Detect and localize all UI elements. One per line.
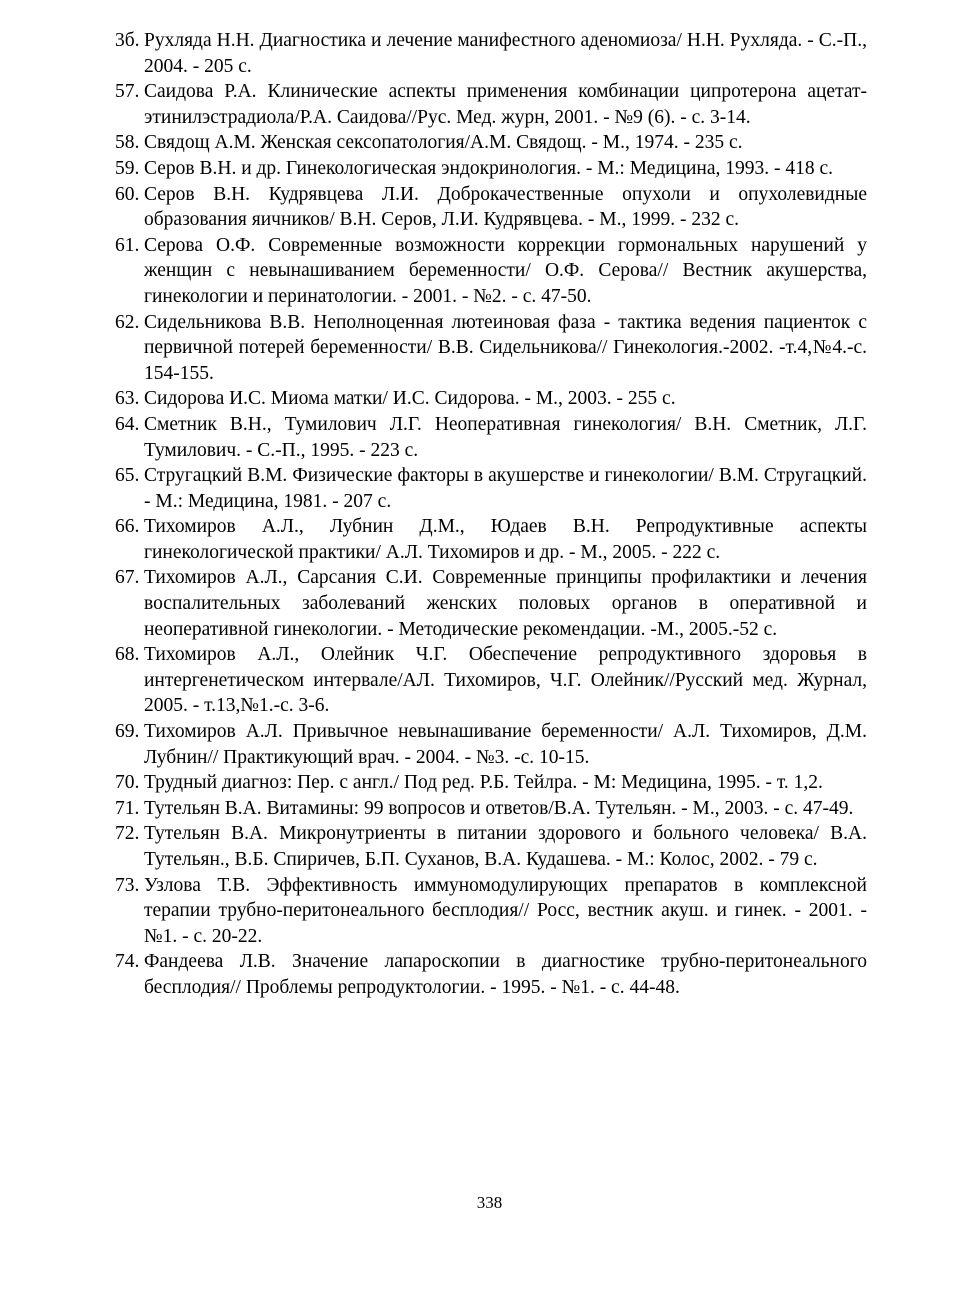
reference-number: 68. [115, 644, 140, 666]
reference-text: Сидорова И.С. Миома матки/ И.С. Сидорова. - М., 2003. - 255 с. [144, 388, 676, 410]
reference-item [115, 233, 867, 310]
reference-number: 73. [115, 874, 140, 896]
page-number: 338 [476, 1193, 503, 1212]
reference-item [115, 770, 867, 796]
reference-number: 62. [115, 311, 140, 333]
reference-number: 59. [115, 157, 140, 179]
reference-text: Фандеева Л.В. Значение лапароскопии в диагностике трубно-перитонеального бесплодия// Проблемы репродуктологии. - 1995. - №1. - с. 44-48. [144, 951, 867, 998]
reference-item [115, 873, 867, 950]
reference-item [115, 719, 867, 770]
reference-number: 71. [115, 797, 140, 819]
reference-text: Стругацкий В.М. Физические факторы в акушерстве и гинекологии/ В.М. Стругацкий. - М.: Медицина, 1981. - 207 с. [144, 465, 867, 512]
reference-number: 65. [115, 465, 140, 487]
reference-number: 74. [115, 951, 140, 973]
reference-text: Серов В.Н. Кудрявцева Л.И. Доброкачественные опухоли и опухолевидные образования яичников/ В.Н. Серов, Л.И. Кудрявцева. - М., 1999. - 232 с. [144, 183, 867, 231]
reference-number: 63. [115, 388, 140, 410]
reference-number: 61. [115, 234, 140, 256]
reference-text: Тихомиров А.Л., Сарсания С.И. Современные принципы профилактики и лечения воспалительных заболеваний женских половых органов в оперативной и неоперативной гинекологии. - Методические рекомендации. -М., 2005.-52 с. [144, 567, 867, 640]
reference-item [115, 821, 867, 872]
reference-number: 57. [115, 81, 140, 103]
reference-item [115, 565, 867, 642]
reference-text: Сметник В.Н., Тумилович Л.Г. Неоперативная гинекология/ В.Н. Сметник, Л.Г. Тумилович. - С.-П., 1995. - 223 с. [144, 413, 867, 461]
reference-text: Тутельян В.А. Витамины: 99 вопросов и ответов/В.А. Тутельян. - М., 2003. - с. 47-49. [144, 797, 854, 819]
reference-item [115, 310, 867, 387]
reference-number: 70. [115, 772, 140, 794]
reference-text: Тихомиров А.Л. Привычное невынашивание беременности/ А.Л. Тихомиров, Д.М. Лубнин// Практикующий врач. - 2004. - №3. -с. 10-15. [144, 721, 867, 768]
reference-item [115, 642, 867, 719]
reference-number: 66. [115, 516, 140, 538]
reference-number: 58. [115, 132, 140, 154]
reference-text: Сидельникова В.В. Неполноценная лютеиновая фаза - тактика ведения пациенток с первичной потерей беременности/ В.В. Сидельникова// Гинекология.-2002. -т.4,№4.-с. 154-155. [144, 311, 867, 384]
reference-text: Трудный диагноз: Пер. с англ./ Под ред. Р.Б. Тейлра. - М: Медицина, 1995. - т. 1,2. [144, 772, 823, 794]
reference-item [115, 182, 867, 233]
reference-item [115, 386, 867, 412]
reference-item [115, 463, 867, 514]
reference-text: Узлова Т.В. Эффективность иммуномодулирующих препаратов в комплексной терапии трубно-перитонеального бесплодия// Росс, вестник акуш. и гинек. - 2001. - №1. - с. 20-22. [144, 874, 867, 947]
reference-text: Тихомиров А.Л., Лубнин Д.М., Юдаев В.Н. Репродуктивные аспекты гинекологической практики/ А.Л. Тихомиров и др. - М., 2005. - 222 с. [144, 516, 867, 563]
reference-text: Тихомиров А.Л., Олейник Ч.Г. Обеспечение репродуктивного здоровья в интергенетическом интервале/АЛ. Тихомиров, Ч.Г. Олейник//Русский мед. Журнал, 2005. - т.13,№1.-с. 3-6. [144, 644, 867, 717]
reference-text: Серов В.Н. и др. Гинекологическая эндокринология. - М.: Медицина, 1993. - 418 с. [144, 157, 834, 179]
reference-number: 60. [115, 183, 140, 205]
reference-number: 72. [115, 823, 140, 845]
reference-text: Серова О.Ф. Современные возможности коррекции гормональных нарушений у женщин с невынашиванием беременности/ О.Ф. Серова// Вестник акушерства, гинекологии и перинатологии. - 2001. - №2. - с. 47-50. [144, 234, 867, 307]
reference-item [115, 412, 867, 463]
reference-number: 67. [115, 567, 140, 589]
reference-text: Тутельян В.А. Микронутриенты в питании здорового и больного человека/ В.А. Тутельян., В.Б. Спиричев, Б.П. Суханов, В.А. Кудашева. - М.: Колос, 2002. - 79 с. [144, 823, 867, 870]
reference-item [115, 156, 867, 182]
reference-item [115, 949, 867, 1000]
reference-number: 69. [115, 721, 140, 743]
reference-text: Саидова Р.А. Клинические аспекты применения комбинации ципротерона ацетат-этинилэстрадиола/Р.А. Саидова//Рус. Мед. журн, 2001. - №9 (6). - с. 3-14. [144, 81, 867, 128]
reference-item [115, 28, 867, 79]
reference-number: 3б. [115, 30, 140, 51]
reference-list [115, 28, 867, 1001]
reference-item [115, 796, 867, 822]
reference-item [115, 514, 867, 565]
reference-text: Свядощ А.М. Женская сексопатология/А.М. Свядощ. - М., 1974. - 235 с. [144, 132, 743, 154]
reference-item [115, 79, 867, 130]
reference-number: 64. [115, 413, 140, 435]
reference-item [115, 130, 867, 156]
reference-text: Рухляда Н.Н. Диагностика и лечение манифестного аденомиоза/ Н.Н. Рухляда. - С.-П., 2004. - 205 с. [144, 30, 867, 77]
